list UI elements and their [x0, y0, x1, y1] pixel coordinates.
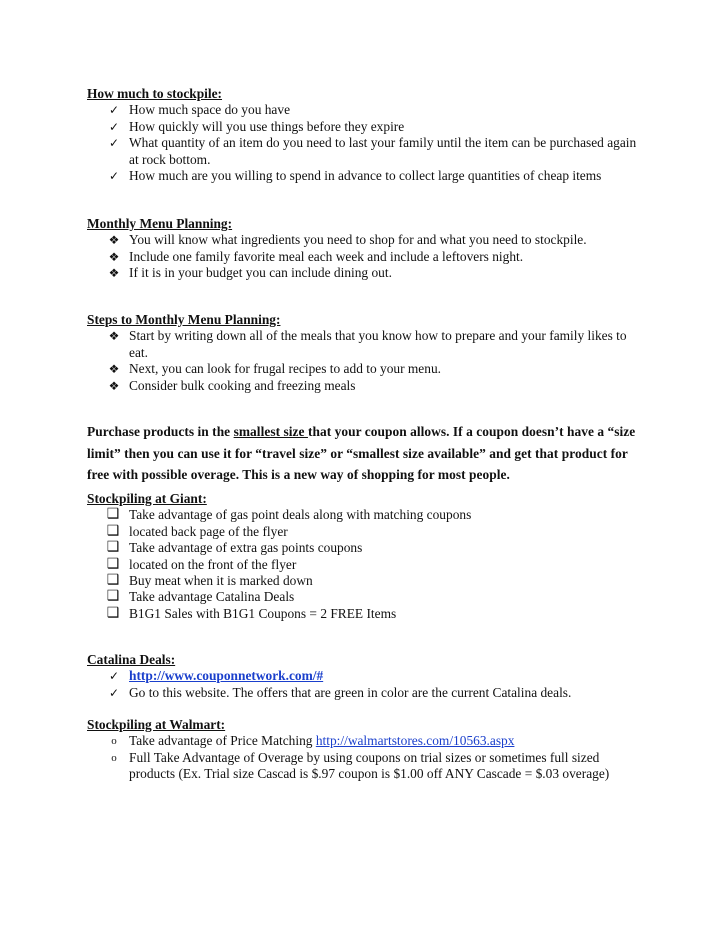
menu-planning-section	[87, 216, 647, 282]
list-item: ✓ Go to this website. The offers that are green in color are the current Catalina deals.	[108, 684, 572, 700]
checkmark-icon: ✓	[108, 685, 120, 700]
steps-section	[87, 312, 647, 394]
list-item: ❖ Next, you can look for frugal recipes to add to your menu.	[108, 361, 441, 377]
list-item: ❖ Start by writing down all of the meals that you know how to prepare and your family likes to eat.	[108, 328, 627, 360]
catalina-section	[87, 652, 647, 701]
list-item: o Take advantage of Price Matching http://walmartstores.com/10563.aspx	[87, 733, 647, 749]
walmart-section	[87, 717, 647, 783]
diamond-bullet-icon: ❖	[108, 378, 120, 393]
checkbox-icon: ❑	[106, 540, 120, 556]
checkmark-icon: ✓	[108, 136, 120, 151]
giant-list	[87, 507, 647, 622]
diamond-bullet-icon: ❖	[108, 362, 120, 377]
list-item: ✓ How quickly will you use things before they expire	[108, 118, 405, 134]
checkbox-icon: ❑	[106, 589, 120, 605]
checkbox-icon: ❑	[106, 507, 120, 523]
checkmark-icon: ✓	[108, 103, 120, 118]
list-item: ✓ How much space do you have	[108, 102, 291, 118]
stockpile-section	[87, 86, 647, 184]
checkmark-icon: ✓	[108, 119, 120, 134]
checkbox-icon: ❑	[106, 523, 120, 539]
catalina-heading: Catalina Deals:	[87, 652, 176, 667]
menu-planning-list	[87, 232, 647, 281]
walmart-heading: Stockpiling at Walmart:	[87, 717, 226, 732]
list-item: ❑ Buy meat when it is marked down	[106, 573, 313, 589]
circle-bullet-icon: o	[111, 735, 117, 748]
giant-heading: Stockpiling at Giant:	[87, 491, 207, 506]
list-item: ❖ Consider bulk cooking and freezing meals	[108, 377, 356, 393]
diamond-bullet-icon: ❖	[108, 233, 120, 248]
list-item: ❑ located back page of the flyer	[106, 523, 288, 539]
checkbox-icon: ❑	[106, 556, 120, 572]
list-item: o Full Take Advantage of Overage by using coupons on trial sizes or sometimes full sized products (Ex. Trial size Cascad is $.97 coupon is $1.00 off ANY Cascade = $.03 overage)	[87, 750, 647, 783]
walmart-list	[87, 733, 647, 782]
checkmark-icon: ✓	[108, 669, 120, 684]
purchase-paragraph: Purchase products in the smallest size that your coupon allows. If a coupon doesn’t have a “size limit” then you can use it for “travel size” or “smallest size available” and get that product for free with possible overage. This is a new way of shopping for most people.	[87, 424, 636, 482]
list-item: ❖ If it is in your budget you can include dining out.	[108, 265, 392, 281]
diamond-bullet-icon: ❖	[108, 249, 120, 264]
walmartstores-link[interactable]: http://walmartstores.com/10563.aspx	[315, 733, 515, 749]
list-item: ❑ Take advantage of gas point deals along with matching coupons	[106, 507, 472, 523]
list-item: ❑ B1G1 Sales with B1G1 Coupons = 2 FREE Items	[106, 605, 397, 621]
steps-list	[87, 328, 647, 394]
checkbox-icon: ❑	[106, 573, 120, 589]
stockpile-list	[87, 102, 647, 184]
list-item: ❑ located on the front of the flyer	[106, 556, 297, 572]
list-item	[87, 668, 647, 684]
giant-section	[87, 491, 647, 622]
catalina-list	[87, 668, 647, 701]
list-item: ❖ You will know what ingredients you need to shop for and what you need to stockpile.	[108, 232, 587, 248]
list-item: ✓ How much are you willing to spend in advance to collect large quantities of cheap items	[108, 168, 602, 184]
list-item: ❖ Include one family favorite meal each week and include a leftovers night.	[108, 248, 524, 264]
couponnetwork-link[interactable]: http://www.couponnetwork.com/#	[129, 668, 324, 684]
checkmark-icon: ✓	[108, 169, 120, 184]
checkbox-icon: ❑	[106, 605, 120, 621]
list-item: ❑ Take advantage Catalina Deals	[106, 589, 295, 605]
circle-bullet-icon: o	[111, 751, 117, 764]
stockpile-heading: How much to stockpile:	[87, 86, 223, 101]
diamond-bullet-icon: ❖	[108, 266, 120, 281]
diamond-bullet-icon: ❖	[108, 329, 120, 344]
list-item: ❑ Take advantage of extra gas points coupons	[106, 540, 363, 556]
menu-planning-heading: Monthly Menu Planning:	[87, 216, 233, 231]
steps-heading: Steps to Monthly Menu Planning:	[87, 312, 281, 327]
list-item: ✓ What quantity of an item do you need to last your family until the item can be purchased again at rock bottom.	[108, 135, 637, 167]
